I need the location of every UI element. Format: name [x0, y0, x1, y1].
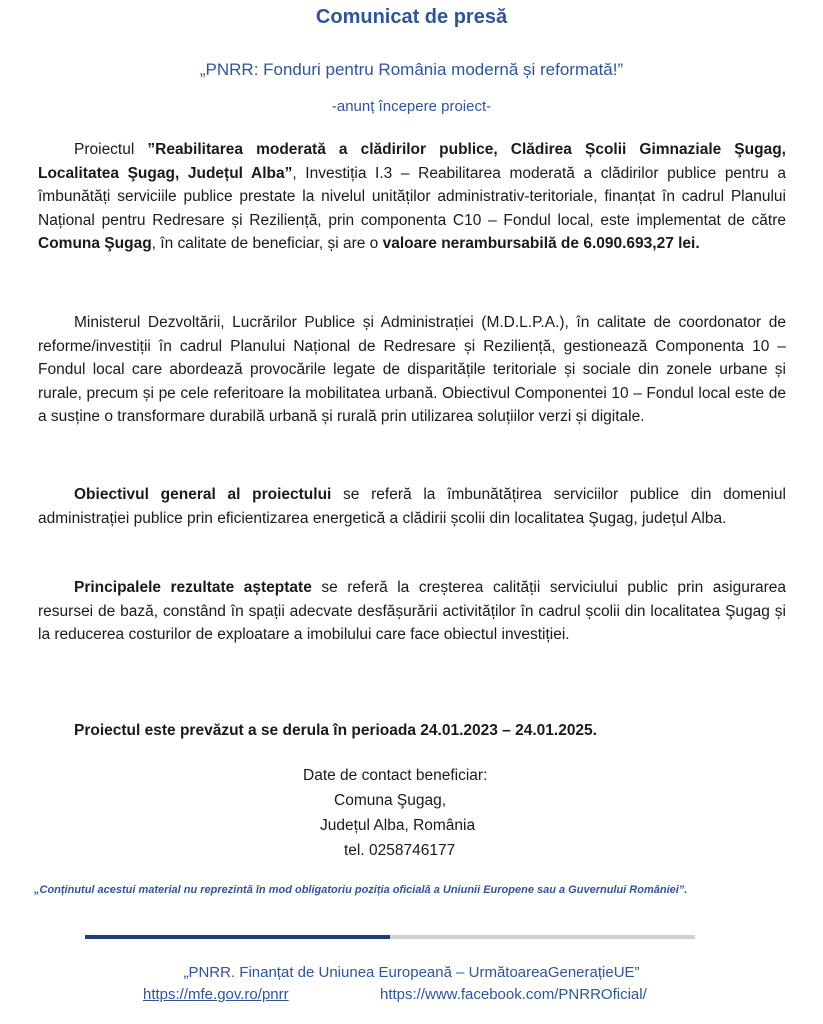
- project-period: Proiectul este prevăzut a se derula în perioada 24.01.2023 – 24.01.2025.: [74, 722, 597, 739]
- text-segment: se referă la îmbunătățirea serviciilor publice din domeniul administrației publice prin eficientizarea energetică a clădirii școlii din localitatea Şugag, județul Alba.: [38, 486, 786, 527]
- text-segment: , în calitate de beneficiar, și are o: [151, 235, 383, 252]
- mfe-link[interactable]: https://mfe.gov.ro/pnrr: [143, 986, 289, 1003]
- beneficiary-name: Comuna Şugag: [38, 235, 152, 252]
- disclaimer: „Conținutul acestui material nu reprezintă în mod obligatoriu poziția oficială a Uniunii Europene sau a Guvernului României”.: [34, 884, 688, 896]
- contact-phone: tel. 0258746177: [344, 842, 456, 859]
- contact-name: Comuna Şugag,: [334, 792, 447, 809]
- paragraph-general-objective: [38, 483, 786, 530]
- paragraph-project-description: [38, 138, 786, 256]
- text-segment: se referă la creșterea calității serviciului public prin asigurarea resursei de bază, constând în spații adecvate desfășurării activităților în cadrul școlii din localitatea Şugag și la reducerea costurilor de exploatare a imobilului care face obiectul investiției.: [38, 579, 786, 643]
- paragraph-expected-results: [38, 576, 786, 647]
- text-segment: , Investiția I.3 – Reabilitarea moderată a clădirilor publice pentru a îmbunătăți serviciile publice prestate la nivelul unităților administrativ-teritoriale, finanțat în cadrul Planului Național pentru Redresare și Reziliență, prin componenta C10 – Fondul local, este implementat de către: [38, 164, 786, 229]
- page-title: Comunicat de presă: [315, 6, 508, 28]
- results-heading: Principalele rezultate așteptate: [74, 579, 312, 596]
- project-name: ”Reabilitarea moderată a clădirilor publice, Clădirea Școlii Gimnaziale Şugag, Localitatea Şugag, Județul Alba”: [38, 141, 786, 182]
- facebook-link[interactable]: https://www.facebook.com/PNRROficial/: [380, 986, 647, 1003]
- footer-divider: [85, 935, 695, 939]
- press-release-subtitle: „PNRR: Fonduri pentru România modernă și reformată!”: [199, 60, 624, 79]
- announcement-label: -anunț începere proiect-: [331, 98, 492, 115]
- project-value: valoare nerambursabilă de 6.090.693,27 lei.: [382, 235, 700, 252]
- paragraph-ministry: [38, 311, 786, 429]
- text-segment: Proiectul: [74, 141, 148, 158]
- footer-tagline: „PNRR. Finanțat de Uniunea Europeană – UrmătoareaGenerațieUE”: [183, 964, 640, 981]
- text-segment: Ministerul Dezvoltării, Lucrărilor Publice și Administrației (M.D.L.P.A.), în calitate de coordonator de reforme/investiții în cadrul Planului Național de Redresare și Reziliență, gestionează Componenta 10 – Fondul local care abordează provocările legate de disparitățile teritoriale și sociale din zonele urbane și rurale, precum și pe cele referitoare la mobilitatea urbană. Obiectivul Componentei 10 – Fondul local este de a susține o transformare durabilă urbană și rurală prin utilizarea soluțiilor verzi și digitale.: [38, 314, 786, 425]
- contact-location: Județul Alba, România: [320, 817, 476, 834]
- contact-heading: Date de contact beneficiar:: [303, 767, 488, 784]
- objective-heading: Obiectivul general al proiectului: [74, 486, 332, 503]
